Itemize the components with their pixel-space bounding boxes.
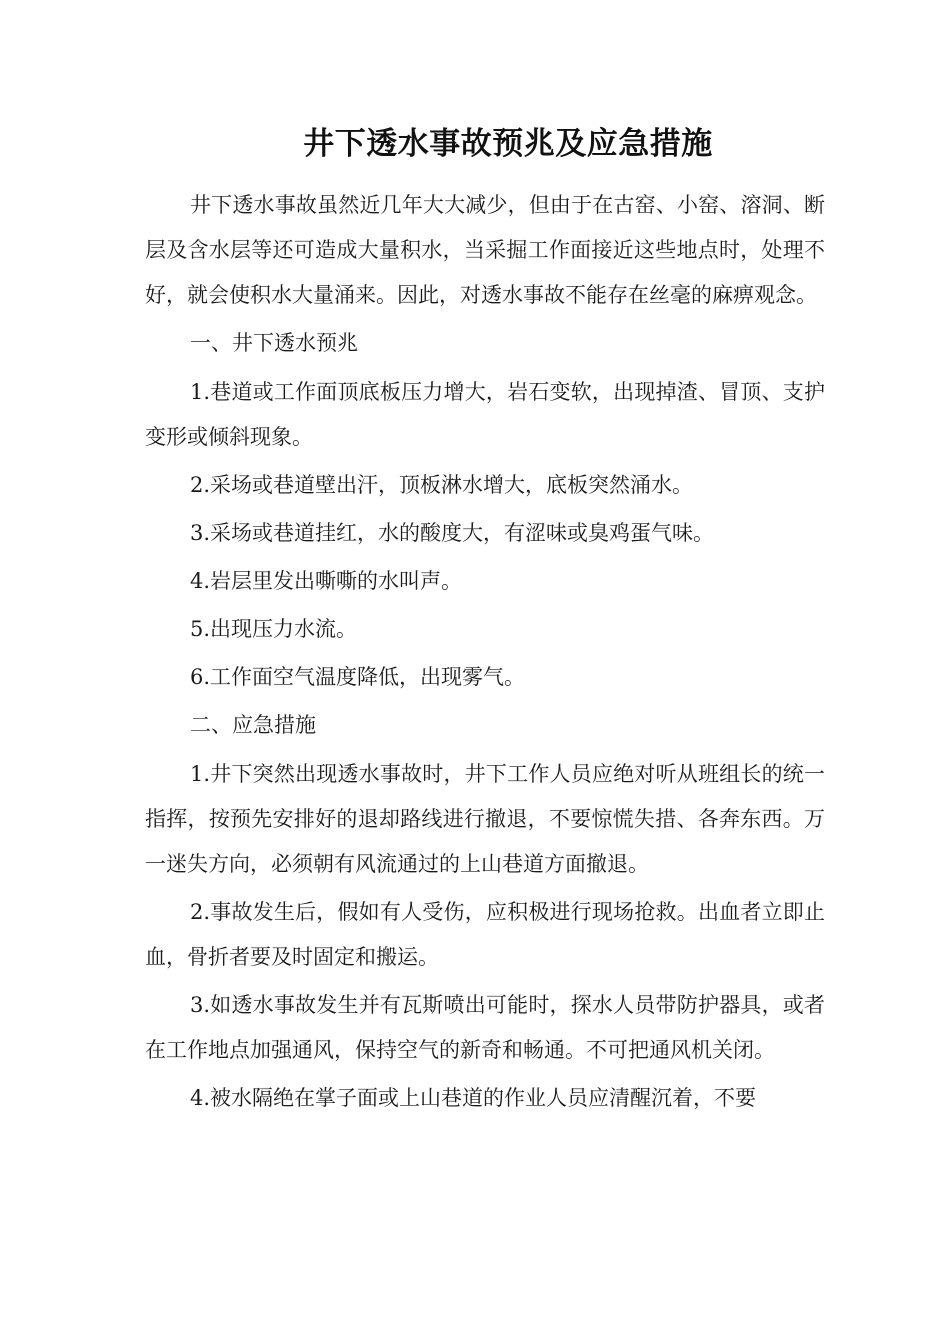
warning-sign-item: 5.出现压力水流。 — [190, 617, 358, 641]
emergency-measure-item: 2.事故发生后，假如有人受伤，应积极进行现场抢救。出血者立即止血，骨折者要及时固定和搬运。 — [145, 900, 825, 969]
warning-sign-item: 2.采场或巷道壁出汗，顶板淋水增大，底板突然涌水。 — [190, 473, 694, 497]
emergency-measure-item: 3.如透水事故发生并有瓦斯喷出可能时，探水人员带防护器具，或者在工作地点加强通风，保持空气的新奇和畅通。不可把通风机关闭。 — [145, 993, 825, 1062]
warning-sign-item: 6.工作面空气温度降低，出现雾气。 — [190, 665, 526, 689]
warning-sign-item: 4.岩层里发出嘶嘶的水叫声。 — [190, 569, 463, 593]
emergency-measure-item: 4.被水隔绝在掌子面或上山巷道的作业人员应清醒沉着，不要 — [190, 1086, 757, 1110]
section-heading-emergency-measures: 二、应急措施 — [190, 713, 316, 737]
warning-sign-item: 1.巷道或工作面顶底板压力增大，岩石变软，出现掉渣、冒顶、支护变形或倾斜现象。 — [145, 380, 825, 449]
section-heading-warning-signs: 一、井下透水预兆 — [190, 331, 358, 355]
emergency-measure-item: 1.井下突然出现透水事故时，井下工作人员应绝对听从班组长的统一指挥，按预先安排好的退却路线进行撤退，不要惊慌失措、各奔东西。万一迷失方向，必须朝有风流通过的上山巷道方面撤退。 — [145, 762, 825, 876]
intro-paragraph: 井下透水事故虽然近几年大大减少，但由于在古窑、小窑、溶洞、断层及含水层等还可造成大量积水，当采掘工作面接近这些地点时，处理不好，就会使积水大量涌来。因此，对透水事故不能存在丝毫的麻痹观念。 — [145, 193, 825, 307]
warning-sign-item: 3.采场或巷道挂红，水的酸度大，有涩味或臭鸡蛋气味。 — [190, 521, 715, 545]
document-title: 井下透水事故预兆及应急措施 — [303, 126, 713, 162]
document-body — [145, 183, 825, 1124]
